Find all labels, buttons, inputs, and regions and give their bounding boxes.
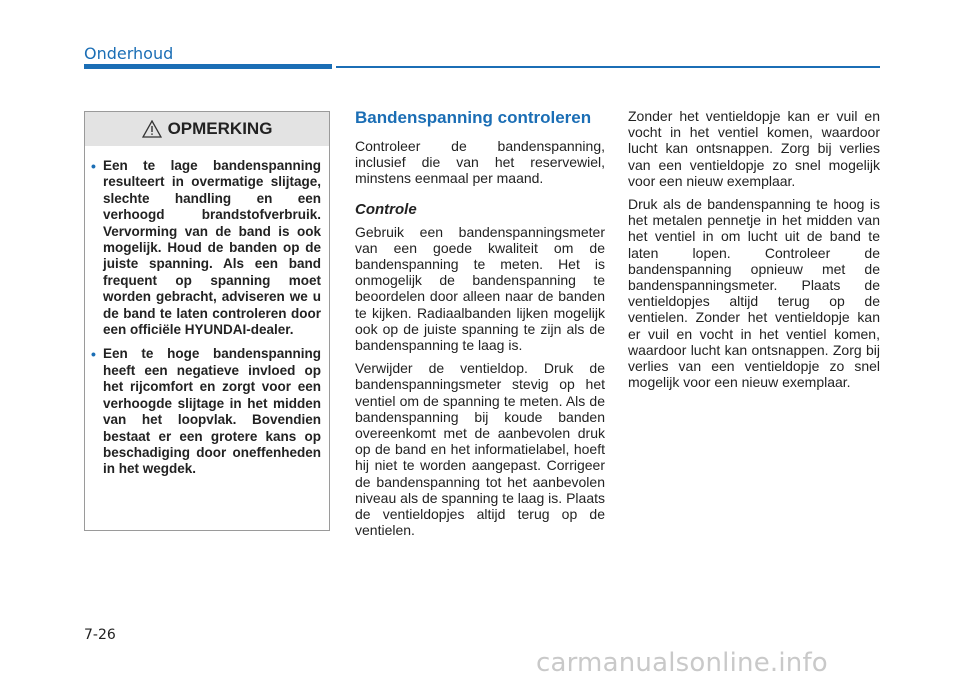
bullet-icon: • xyxy=(91,346,96,363)
notice-box xyxy=(84,111,330,531)
paragraph: Druk als de bandenspanning te hoog is het metalen pennetje in het midden van het ventiel in om lucht uit de band te laten lopen. Controleer de bandenspanning opnieuw met de bandenspanningsmeter. Plaats de ventieldopjes altijd terug op de ventielen. Zonder het ventieldopje kan er vuil en vocht in het ventiel komen, waardoor lucht kan ontsnappen. Zorg bij verlies van een ventieldopje zo snel mogelijk voor een nieuw exemplaar. xyxy=(628,196,880,391)
content-column-right xyxy=(628,108,880,397)
header-rule-thin xyxy=(336,66,880,68)
paragraph: Verwijder de ventieldop. Druk de bandenspanningsmeter stevig op het ventiel om de spanning te meten. Als de bandenspanning bij koude banden overeenkomt met de aanbevolen druk op de band en het informatielabel, hoeft hij niet te worden aangepast. Corrigeer de bandenspanning tot het aanbevolen niveau als de spanning te laag is. Plaats de ventieldopjes altijd terug op de ventielen. xyxy=(355,360,605,539)
notice-title: OPMERKING xyxy=(167,119,273,138)
notice-item-text: Een te lage bandenspanning resulteert in overmatige slijtage, slechte handling en een verhoogd brandstofverbruik. Vervorming van de band is ook mogelijk. Houd de banden op de juiste spanning. Als een band frequent op spanning moet worden gebracht, adviseren we u de band te laten controleren door een officiële HYUNDAI-dealer. xyxy=(103,158,321,338)
notice-header xyxy=(85,112,329,146)
page-number: 7-26 xyxy=(84,627,116,643)
notice-item xyxy=(91,158,321,338)
bullet-icon: • xyxy=(91,158,96,174)
header-rule-thick xyxy=(84,64,332,69)
intro-paragraph: Controleer de bandenspanning, inclusief die van het reservewiel, minstens eenmaal per maand. xyxy=(355,138,605,187)
subsection-title: Controle xyxy=(355,200,417,218)
paragraph: Zonder het ventieldopje kan er vuil en vocht in het ventiel komen, waardoor lucht kan ontsnappen. Zorg bij verlies van een ventieldopje zo snel mogelijk voor een nieuw exemplaar. xyxy=(628,108,880,189)
section-header: Onderhoud xyxy=(84,44,174,63)
paragraph: Gebruik een bandenspanningsmeter van een goede kwaliteit om de bandenspanning te meten. Het is onmogelijk de bandenspanning te beoordelen door alleen naar de banden te kijken. Radiaalbanden lijken mogelijk ook op de juiste spanning te zijn als de bandenspanning te laag is. xyxy=(355,223,605,354)
content-column-middle xyxy=(355,108,605,545)
notice-list xyxy=(85,146,329,478)
notice-item-text: Een te hoge bandenspanning heeft een negatieve invloed op het rijcomfort en zorgt voor een verhoogde slijtage in het midden van het loopvlak. Bovendien bestaat er een grotere kans op beschadiging door oneffenheden in het wegdek. xyxy=(103,346,321,477)
section-title: Bandenspanning controleren xyxy=(355,108,592,127)
notice-item xyxy=(91,346,321,477)
watermark: carmanualsonline.info xyxy=(536,648,828,678)
warning-triangle-icon xyxy=(142,120,162,138)
